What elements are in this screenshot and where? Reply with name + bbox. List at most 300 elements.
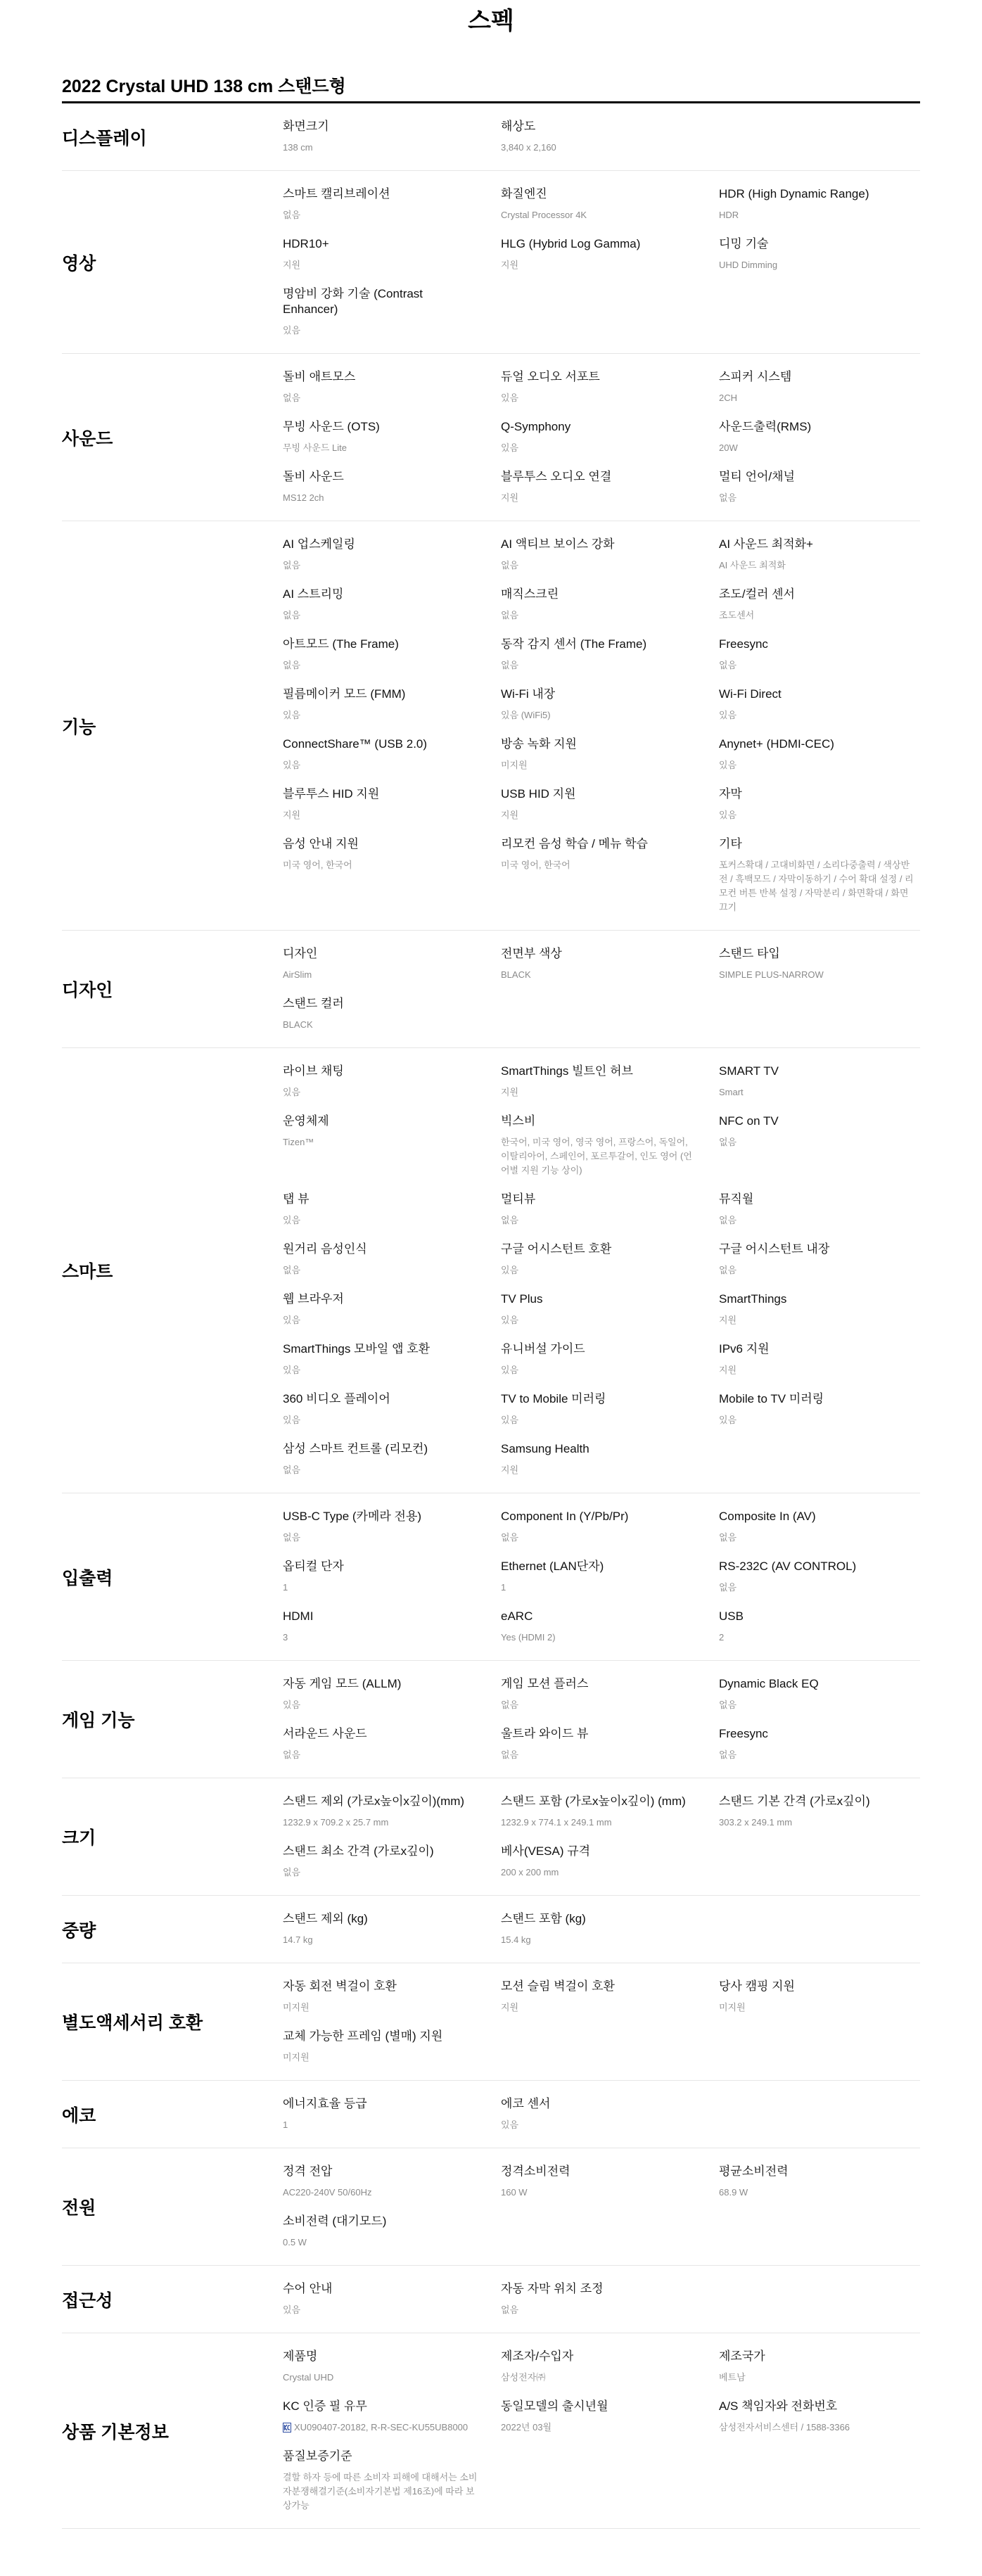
spec-label: HDR10+: [283, 237, 329, 250]
spec-value: 없음: [283, 560, 301, 570]
spec-value: 3: [283, 1632, 288, 1643]
spec-item: [283, 2096, 501, 2132]
spec-value: 14.7 kg: [283, 1934, 313, 1945]
spec-item: [719, 186, 937, 222]
spec-item: [501, 1064, 719, 1099]
spec-item: [719, 1726, 937, 1762]
spec-label: 서라운드 사운드: [283, 1727, 367, 1740]
spec-value: 없음: [283, 210, 301, 220]
spec-value: UHD Dimming: [719, 260, 778, 270]
spec-value: 없음: [501, 1749, 519, 1760]
spec-item: [501, 946, 719, 982]
spec-item: [501, 369, 719, 405]
page-title: 스펙: [468, 8, 514, 34]
spec-item: [283, 637, 501, 672]
spec-label: 전면부 색상: [501, 947, 562, 960]
spec-item: [283, 369, 501, 405]
spec-value: 68.9 W: [719, 2187, 748, 2198]
spec-label: SmartThings 모바일 앱 호환: [283, 1342, 431, 1356]
spec-value: 있음: [283, 710, 301, 720]
spec-item: [719, 637, 937, 672]
spec-label: Component In (Y/Pb/Pr): [501, 1510, 629, 1523]
spec-item: [501, 737, 719, 772]
section-title: 스마트: [62, 1262, 113, 1282]
spec-value: 지원: [501, 260, 519, 270]
section-title: 중량: [62, 1920, 96, 1941]
spec-item: [283, 1509, 501, 1545]
spec-value: 없음: [719, 1137, 737, 1147]
spec-value: 결할 하자 등에 따른 소비자 피해에 대해서는 소비자분쟁해결기준(소비자기본법 제16조)에 따라 보상가능: [283, 2472, 478, 2511]
spec-value: 있음: [283, 1087, 301, 1097]
spec-value: 있음: [283, 325, 301, 336]
spec-section: [62, 2266, 920, 2333]
spec-item: [283, 286, 501, 338]
spec-item: [501, 537, 719, 573]
spec-sections: [0, 103, 982, 2529]
spec-label: 정격소비전력: [501, 2164, 570, 2178]
spec-item: [283, 1341, 501, 1377]
spec-value: 15.4 kg: [501, 1934, 531, 1945]
spec-grid: [283, 946, 937, 1032]
spec-label: ConnectShare™ (USB 2.0): [283, 737, 428, 751]
spec-value: 2CH: [719, 393, 738, 403]
spec-item: [501, 2281, 719, 2317]
spec-label: 스탠드 제외 (가로x높이x깊이)(mm): [283, 1794, 465, 1808]
spec-label: HDR (High Dynamic Range): [719, 187, 869, 200]
spec-section: [62, 171, 920, 354]
spec-value: 없음: [719, 1749, 737, 1760]
spec-value: 138 cm: [283, 142, 313, 153]
spec-label: 동일모델의 출시년월: [501, 2399, 608, 2413]
spec-value: MS12 2ch: [283, 492, 324, 503]
spec-value: 지원: [283, 810, 301, 820]
section-title: 영상: [62, 253, 96, 274]
spec-grid: [283, 119, 937, 155]
spec-label: 돌비 사운드: [283, 470, 344, 483]
spec-value: 없음: [719, 1582, 737, 1593]
spec-item: [283, 996, 501, 1032]
spec-value: XU090407-20182, R-R-SEC-KU55UB8000: [294, 2422, 468, 2432]
spec-value: 없음: [719, 1700, 737, 1710]
spec-label: eARC: [501, 1609, 533, 1623]
spec-item: [501, 1292, 719, 1327]
spec-value: 20W: [719, 442, 738, 453]
spec-label: 교체 가능한 프레임 (별매) 지원: [283, 2029, 443, 2043]
spec-label: 무빙 사운드 (OTS): [283, 420, 380, 433]
spec-item: [501, 1192, 719, 1228]
spec-value: 지원: [501, 2002, 519, 2013]
spec-item: [719, 1292, 937, 1327]
spec-item: [719, 1341, 937, 1377]
spec-item: [283, 2214, 501, 2250]
spec-label: 정격 전압: [283, 2164, 333, 2178]
spec-value: 미지원: [501, 760, 528, 770]
spec-label: 자동 회전 벽걸이 호환: [283, 1979, 397, 1993]
spec-item: [501, 1979, 719, 2015]
spec-value: 없음: [719, 1532, 737, 1543]
spec-label: 구글 어시스턴트 호환: [501, 1242, 612, 1256]
spec-item: [283, 1114, 501, 1178]
spec-label: 울트라 와이드 뷰: [501, 1727, 589, 1740]
spec-value: 무빙 사운드 Lite: [283, 442, 347, 453]
spec-label: 기타: [719, 837, 742, 850]
spec-item: [719, 1114, 937, 1178]
section-title: 접근성: [62, 2290, 113, 2311]
spec-label: 스탠드 타입: [719, 947, 780, 960]
spec-item: [283, 1911, 501, 1947]
spec-value: 지원: [501, 492, 519, 503]
spec-label: 아트모드 (The Frame): [283, 637, 399, 651]
spec-value: 있음: [501, 442, 519, 453]
spec-item: [719, 2164, 937, 2200]
spec-label: HLG (Hybrid Log Gamma): [501, 237, 641, 250]
spec-value: 없음: [719, 1265, 737, 1275]
spec-value: 1232.9 x 774.1 x 249.1 mm: [501, 1817, 612, 1828]
spec-label: Freesync: [719, 637, 768, 651]
spec-item: [283, 1192, 501, 1228]
spec-value: AirSlim: [283, 969, 312, 980]
spec-item: [283, 2349, 501, 2385]
spec-label: 베사(VESA) 규격: [501, 1844, 591, 1858]
spec-value: 없음: [501, 660, 519, 670]
spec-label: 듀얼 오디오 서포트: [501, 370, 600, 383]
spec-item: [719, 836, 937, 914]
spec-label: 에너지효율 등급: [283, 2097, 367, 2110]
spec-grid: [283, 2349, 937, 2513]
spec-value: 없음: [283, 1465, 301, 1475]
spec-value: 있음: [501, 1365, 519, 1375]
spec-item: [283, 1242, 501, 1277]
spec-value: 있음: [719, 1415, 737, 1425]
spec-value: 없음: [501, 610, 519, 620]
spec-value: 1: [501, 1582, 506, 1593]
spec-item: [719, 236, 937, 272]
spec-label: 블루투스 HID 지원: [283, 787, 380, 801]
section-title: 사운드: [62, 428, 113, 449]
spec-item: [283, 186, 501, 222]
spec-label: 블루투스 오디오 연결: [501, 470, 612, 483]
spec-item: [719, 1192, 937, 1228]
spec-label: A/S 책임자와 전화번호: [719, 2399, 838, 2413]
spec-label: 필름메이커 모드 (FMM): [283, 687, 406, 701]
spec-value: 포커스확대 / 고대비화면 / 소리다중출력 / 색상반전 / 흑백모드 / 자막이동하기 / 수어 확대 설정 / 리모컨 버튼 반복 설정 / 자막분리 / 화면확대 / 화면끄기: [719, 860, 914, 912]
spec-item: [501, 119, 719, 155]
spec-label: 화면크기: [283, 120, 329, 133]
spec-item: [719, 1559, 937, 1595]
spec-item: [501, 637, 719, 672]
kc-row: [283, 2421, 480, 2435]
spec-section: [62, 1661, 920, 1778]
spec-value: 없음: [501, 2304, 519, 2315]
spec-item: [283, 1676, 501, 1712]
spec-item: [719, 419, 937, 455]
spec-section: [62, 2333, 920, 2529]
spec-label: 삼성 스마트 컨트롤 (리모컨): [283, 1442, 428, 1455]
spec-value: 1: [283, 2119, 288, 2130]
spec-value: 지원: [719, 1365, 737, 1375]
spec-item: [283, 1292, 501, 1327]
spec-label: AI 사운드 최적화+: [719, 537, 813, 551]
spec-section: [62, 1963, 920, 2081]
spec-item: [501, 1341, 719, 1377]
spec-value: BLACK: [283, 1019, 313, 1030]
spec-item: [283, 1794, 501, 1830]
spec-item: [501, 2349, 719, 2385]
spec-label: 제조국가: [719, 2349, 765, 2363]
spec-value: 있음 (WiFi5): [501, 710, 551, 720]
spec-item: [719, 1064, 937, 1099]
spec-label: 제품명: [283, 2349, 318, 2363]
spec-section: [62, 1778, 920, 1896]
spec-label: Composite In (AV): [719, 1510, 816, 1523]
spec-label: 자동 게임 모드 (ALLM): [283, 1677, 402, 1690]
spec-item: [719, 469, 937, 505]
spec-label: KC 인증 필 유무: [283, 2399, 367, 2413]
spec-label: 자막: [719, 787, 742, 801]
spec-item: [283, 236, 501, 272]
spec-label: 디밍 기술: [719, 237, 769, 250]
spec-value: 없음: [283, 610, 301, 620]
spec-label: Anynet+ (HDMI-CEC): [719, 737, 834, 751]
spec-grid: [283, 537, 937, 914]
spec-value: 있음: [719, 760, 737, 770]
spec-value: Smart: [719, 1087, 744, 1097]
spec-label: Ethernet (LAN단자): [501, 1560, 604, 1573]
spec-label: 소비전력 (대기모드): [283, 2214, 387, 2228]
spec-item: [283, 537, 501, 573]
spec-item: [719, 786, 937, 822]
spec-value: 200 x 200 mm: [501, 1867, 559, 1877]
spec-item: [283, 469, 501, 505]
spec-label: 탭 뷰: [283, 1192, 310, 1206]
spec-label: 빅스비: [501, 1114, 536, 1128]
spec-value: 없음: [719, 660, 737, 670]
spec-value: 미지원: [283, 2002, 310, 2013]
spec-value: 미지원: [719, 2002, 746, 2013]
spec-value: 있음: [501, 393, 519, 403]
spec-label: 스마트 캘리브레이션: [283, 187, 390, 200]
spec-item: [501, 1509, 719, 1545]
spec-label: TV to Mobile 미러링: [501, 1392, 606, 1405]
spec-value: 없음: [719, 1215, 737, 1225]
section-title: 입출력: [62, 1568, 113, 1588]
spec-item: [501, 2096, 719, 2132]
spec-label: 스탠드 최소 간격 (가로x깊이): [283, 1844, 434, 1858]
spec-item: [501, 1242, 719, 1277]
spec-label: 명암비 강화 기술 (Contrast Enhancer): [283, 287, 423, 316]
spec-value: AC220-240V 50/60Hz: [283, 2187, 372, 2198]
spec-label: 리모컨 음성 학습 / 메뉴 학습: [501, 837, 648, 850]
section-title: 크기: [62, 1828, 96, 1848]
section-title: 디자인: [62, 981, 113, 1000]
spec-value: 있음: [283, 1315, 301, 1325]
spec-grid: [283, 1509, 937, 1645]
kc-mark-icon: [283, 2423, 291, 2432]
spec-label: Q-Symphony: [501, 420, 571, 433]
spec-value: Yes (HDMI 2): [501, 1632, 556, 1643]
spec-value: 있음: [283, 1365, 301, 1375]
spec-value: 2: [719, 1632, 725, 1643]
spec-item: [719, 2399, 937, 2435]
spec-value: BLACK: [501, 969, 531, 980]
spec-item: [283, 1391, 501, 1427]
spec-label: 스탠드 제외 (kg): [283, 1912, 368, 1925]
spec-value: 없음: [501, 1700, 519, 1710]
spec-grid: [283, 1794, 937, 1880]
model-title: 2022 Crystal UHD 138 cm 스탠드형: [62, 35, 920, 103]
spec-grid: [283, 1064, 937, 1477]
spec-label: AI 업스케일링: [283, 537, 355, 551]
spec-value: 미국 영어, 한국어: [501, 860, 570, 870]
spec-item: [283, 946, 501, 982]
spec-item: [283, 119, 501, 155]
spec-label: 스탠드 기본 간격 (가로x깊이): [719, 1794, 870, 1808]
spec-label: AI 액티브 보이스 강화: [501, 537, 615, 551]
spec-section: [62, 521, 920, 931]
spec-value: 있음: [283, 2304, 301, 2315]
spec-value: HDR: [719, 210, 739, 220]
spec-label: 뮤직월: [719, 1192, 754, 1206]
spec-label: 게임 모션 플러스: [501, 1677, 589, 1690]
spec-label: 유니버설 가이드: [501, 1342, 585, 1356]
spec-item: [501, 1794, 719, 1830]
spec-grid: [283, 1676, 937, 1762]
spec-item: [501, 1391, 719, 1427]
spec-grid: [283, 1911, 937, 1947]
spec-item: [283, 687, 501, 722]
spec-label: 멀티뷰: [501, 1192, 536, 1206]
spec-label: USB: [719, 1609, 744, 1623]
spec-item: [501, 1441, 719, 1477]
spec-item: [283, 1979, 501, 2015]
spec-value: 베트남: [719, 2372, 746, 2383]
spec-value: 있음: [501, 1315, 519, 1325]
spec-label: AI 스트리밍: [283, 587, 344, 601]
section-title: 에코: [62, 2105, 96, 2126]
spec-label: 화질엔진: [501, 187, 547, 200]
spec-value: 없음: [501, 560, 519, 570]
spec-value: 있음: [501, 1265, 519, 1275]
spec-item: [719, 1794, 937, 1830]
spec-label: 스피커 시스템: [719, 370, 792, 383]
spec-value: 없음: [283, 1265, 301, 1275]
spec-value: 한국어, 미국 영어, 영국 영어, 프랑스어, 독일어, 이탈리아어, 스페인어, 포르투갈어, 인도 영어 (언어별 지원 기능 상이): [501, 1137, 692, 1175]
spec-value: 160 W: [501, 2187, 528, 2198]
spec-value: 조도센서: [719, 610, 755, 620]
spec-grid: [283, 186, 937, 338]
spec-value: 있음: [501, 1415, 519, 1425]
spec-item: [501, 786, 719, 822]
spec-label: Wi-Fi Direct: [719, 687, 782, 701]
spec-value: 삼성전자서비스센터 / 1588-3366: [719, 2422, 850, 2432]
spec-value: SIMPLE PLUS-NARROW: [719, 969, 824, 980]
spec-label: 원거리 음성인식: [283, 1242, 367, 1256]
spec-item: [501, 1609, 719, 1645]
section-title: 기능: [62, 717, 96, 737]
spec-item: [501, 469, 719, 505]
spec-label: 품질보증기준: [283, 2449, 352, 2463]
spec-label: 스탠드 포함 (kg): [501, 1912, 586, 1925]
spec-value: Tizen™: [283, 1137, 314, 1147]
spec-value: 없음: [283, 393, 301, 403]
spec-item: [719, 1676, 937, 1712]
section-title: 상품 기본정보: [62, 2422, 169, 2442]
spec-label: 자동 자막 위치 조정: [501, 2282, 604, 2295]
spec-item: [501, 687, 719, 722]
spec-label: USB HID 지원: [501, 787, 576, 801]
spec-section: [62, 354, 920, 521]
spec-section: [62, 1896, 920, 1963]
spec-value: Crystal Processor 4K: [501, 210, 587, 220]
spec-item: [719, 537, 937, 573]
spec-value: 2022년 03월: [501, 2422, 552, 2432]
spec-label: 구글 어시스턴트 내장: [719, 1242, 830, 1256]
spec-label: 매직스크린: [501, 587, 559, 601]
spec-label: 평균소비전력: [719, 2164, 789, 2178]
spec-section: [62, 931, 920, 1048]
spec-item: [283, 419, 501, 455]
spec-value: 없음: [283, 1867, 301, 1877]
spec-label: 동작 감지 센서 (The Frame): [501, 637, 647, 651]
spec-section: [62, 2148, 920, 2266]
spec-value: 삼성전자㈜: [501, 2372, 546, 2383]
section-title: 전원: [62, 2198, 96, 2218]
spec-label: 운영체제: [283, 1114, 329, 1128]
spec-label: SMART TV: [719, 1064, 779, 1078]
spec-item: [283, 786, 501, 822]
spec-label: USB-C Type (카메라 전용): [283, 1510, 422, 1523]
spec-label: 멀티 언어/채널: [719, 470, 795, 483]
spec-item: [501, 2164, 719, 2200]
spec-value: 없음: [283, 660, 301, 670]
spec-section: [62, 2081, 920, 2148]
section-title: 별도액세서리 호환: [62, 2013, 203, 2033]
spec-value: 지원: [283, 260, 301, 270]
spec-value: 미지원: [283, 2052, 310, 2062]
spec-item: [501, 1844, 719, 1880]
spec-grid: [283, 2096, 937, 2132]
spec-value: 있음: [719, 710, 737, 720]
spec-grid: [283, 2281, 937, 2317]
spec-item: [283, 2399, 501, 2435]
spec-label: 방송 녹화 지원: [501, 737, 577, 751]
spec-value: 있음: [501, 2119, 519, 2130]
spec-value: 지원: [501, 810, 519, 820]
spec-item: [283, 737, 501, 772]
spec-label: 해상도: [501, 120, 536, 133]
spec-value: 있음: [283, 1215, 301, 1225]
spec-value: 지원: [501, 1087, 519, 1097]
spec-item: [719, 587, 937, 623]
spec-item: [719, 1391, 937, 1427]
spec-item: [501, 1676, 719, 1712]
spec-label: Dynamic Black EQ: [719, 1677, 819, 1690]
spec-item: [719, 369, 937, 405]
spec-label: Mobile to TV 미러링: [719, 1392, 824, 1405]
spec-value: 있음: [283, 1700, 301, 1710]
spec-label: NFC on TV: [719, 1114, 779, 1128]
spec-item: [501, 1911, 719, 1947]
spec-value: 지원: [501, 1465, 519, 1475]
spec-item: [719, 1979, 937, 2015]
spec-value: 303.2 x 249.1 mm: [719, 1817, 793, 1828]
spec-item: [719, 737, 937, 772]
spec-item: [283, 1441, 501, 1477]
spec-item: [719, 2349, 937, 2385]
spec-item: [501, 236, 719, 272]
spec-item: [283, 836, 501, 914]
spec-item: [501, 1114, 719, 1178]
